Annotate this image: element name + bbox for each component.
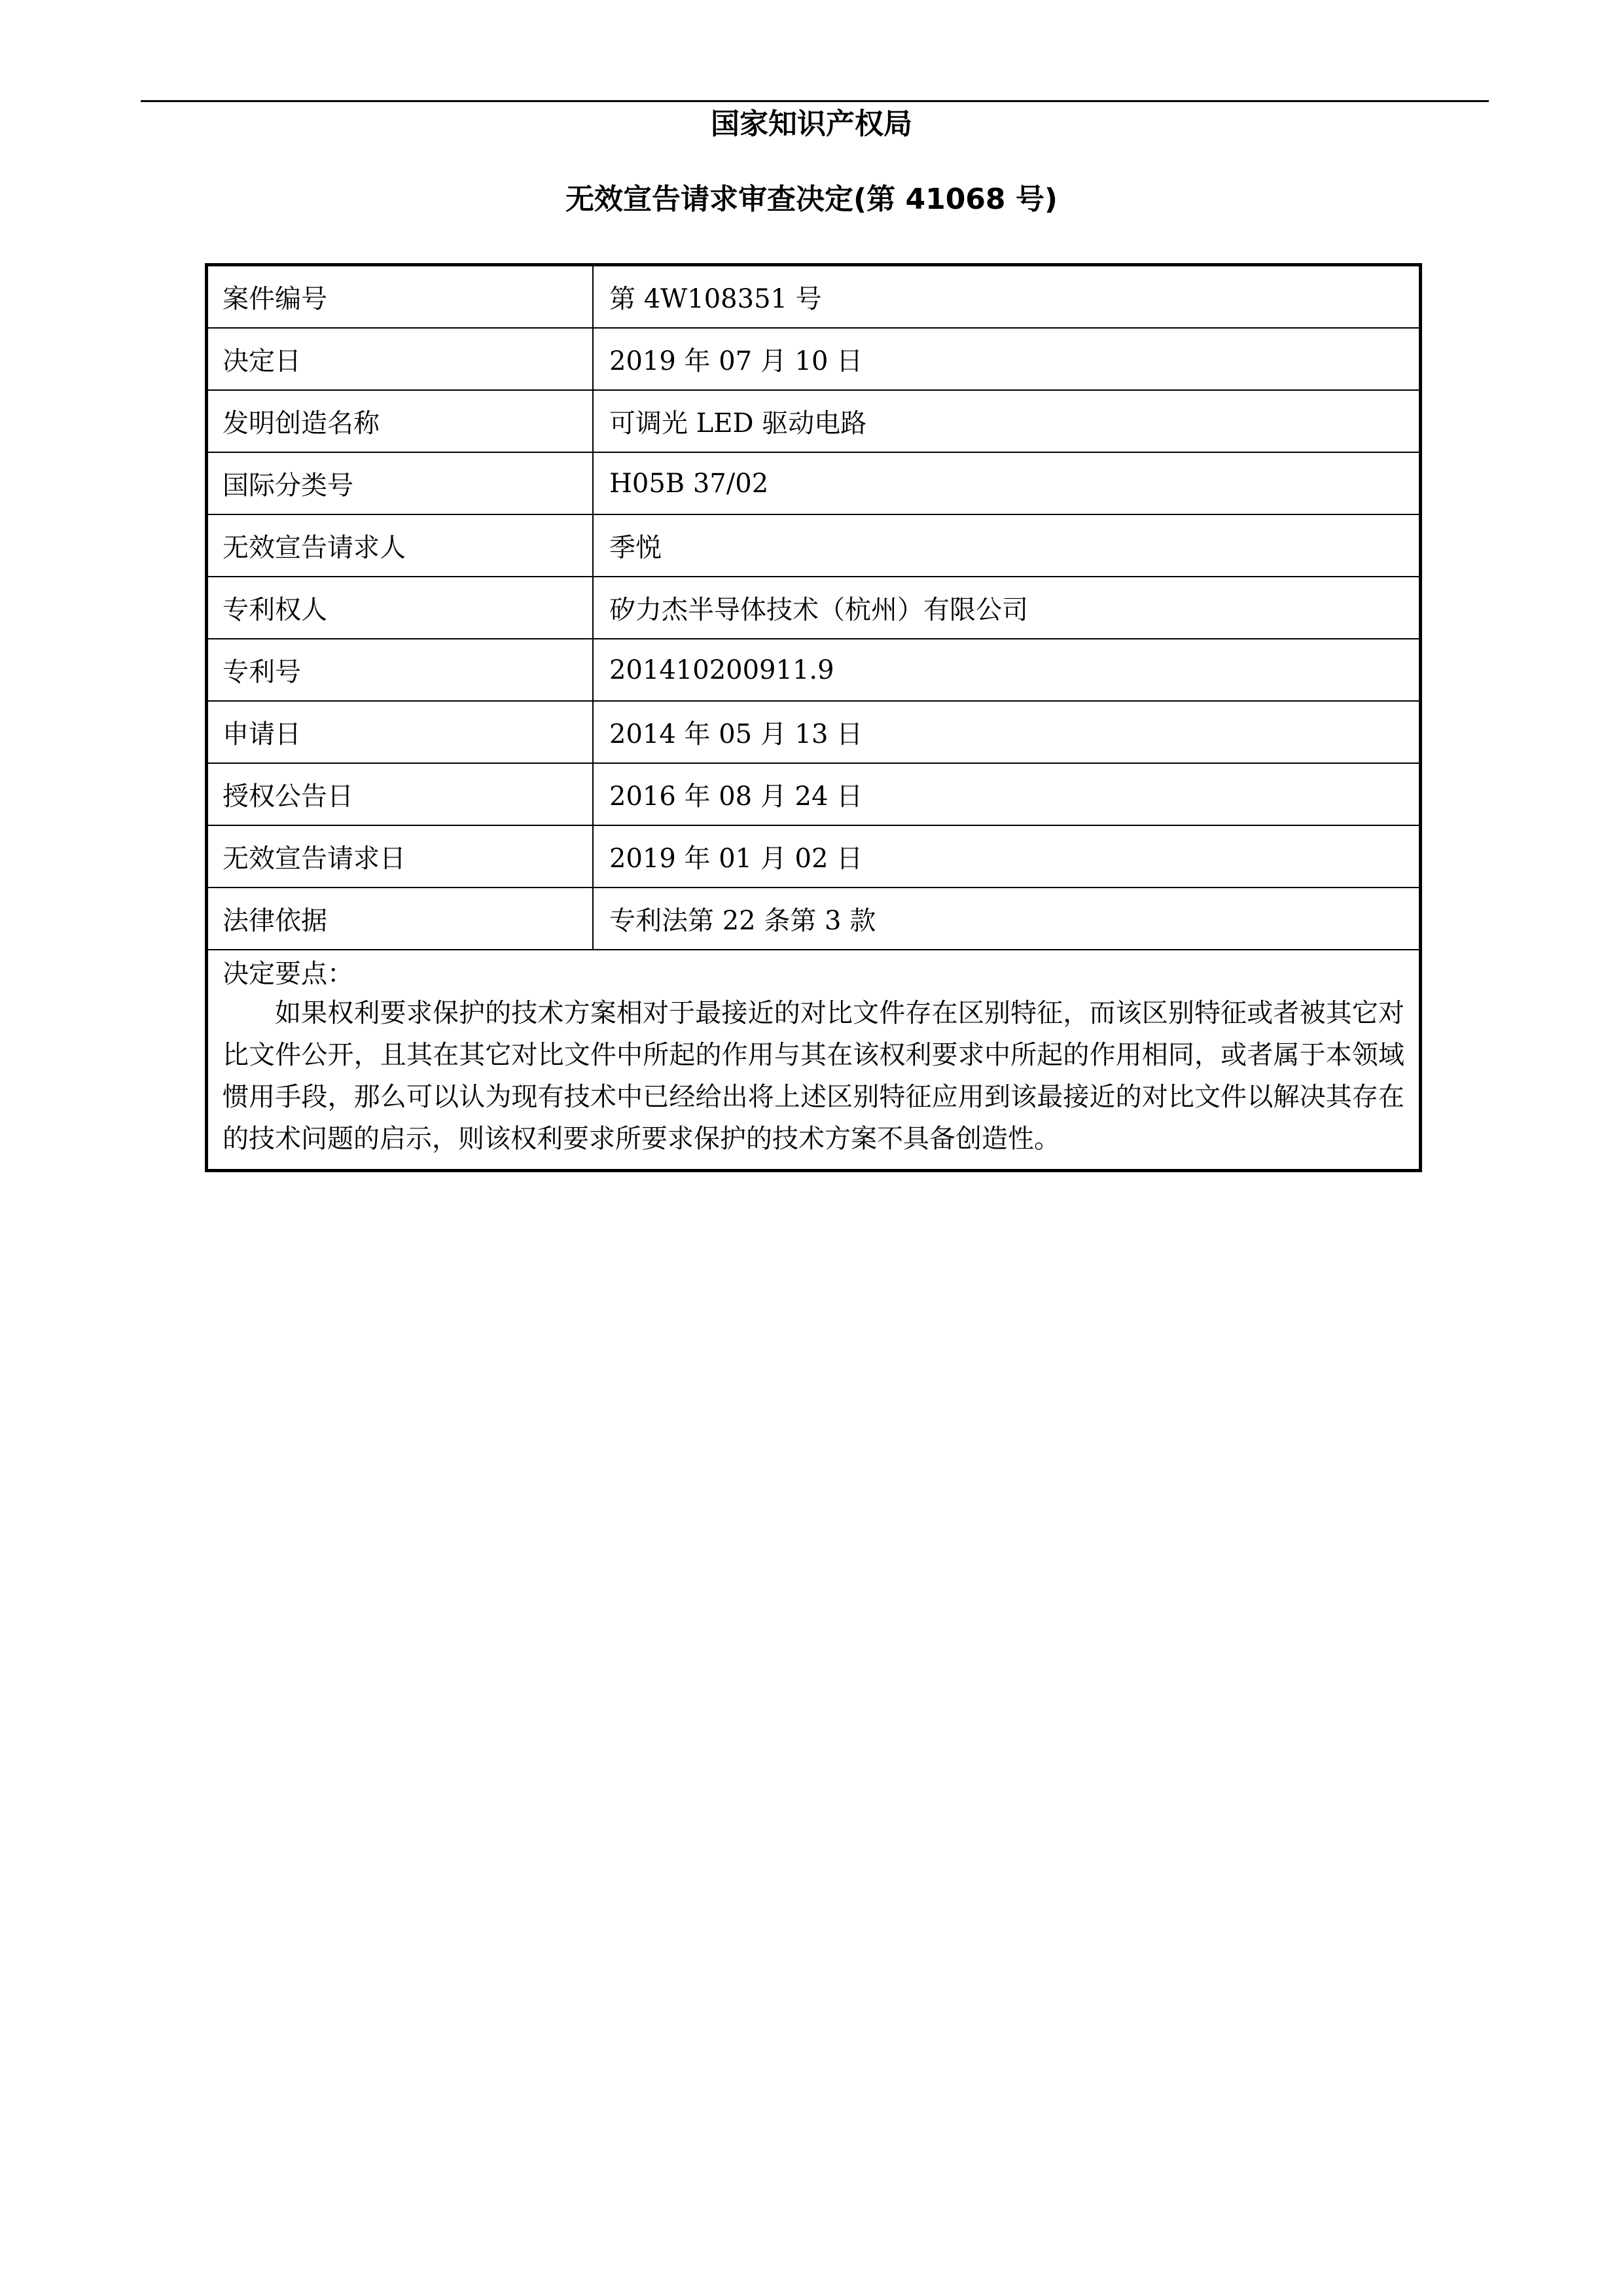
row-label: 无效宣告请求日 xyxy=(208,826,594,887)
row-label: 决定日 xyxy=(208,329,594,389)
table-row xyxy=(208,888,1419,950)
case-info-table xyxy=(205,263,1422,1172)
header-rule xyxy=(141,100,1489,102)
row-value: 2016 年 08 月 24 日 xyxy=(609,781,863,812)
table-row xyxy=(208,702,1419,764)
row-label: 专利号 xyxy=(208,639,594,700)
row-value: H05B 37/02 xyxy=(609,468,769,499)
row-value: 2019 年 07 月 10 日 xyxy=(609,346,863,376)
row-value: 专利法第 22 条第 3 款 xyxy=(609,906,876,936)
decision-points xyxy=(208,950,1419,1169)
row-value: 矽力杰半导体技术（杭州）有限公司 xyxy=(609,595,1028,625)
row-label: 法律依据 xyxy=(208,888,594,949)
table-row xyxy=(208,391,1419,453)
row-label: 发明创造名称 xyxy=(208,391,594,452)
row-value: 可调光 LED 驱动电路 xyxy=(609,408,867,439)
organization-name: 国家知识产权局 xyxy=(711,107,912,141)
row-value: 季悦 xyxy=(609,533,662,563)
table-row xyxy=(208,639,1419,702)
row-value: 第 4W108351 号 xyxy=(609,284,822,314)
row-label: 专利权人 xyxy=(208,577,594,638)
table-row xyxy=(208,577,1419,639)
row-label: 案件编号 xyxy=(208,266,594,327)
row-label: 无效宣告请求人 xyxy=(208,515,594,576)
table-row xyxy=(208,329,1419,391)
decision-points-heading: 决定要点： xyxy=(223,959,353,989)
table-row xyxy=(208,826,1419,888)
row-label: 授权公告日 xyxy=(208,764,594,825)
table-row xyxy=(208,453,1419,515)
table-row xyxy=(208,515,1419,577)
table-row xyxy=(208,764,1419,826)
row-label: 国际分类号 xyxy=(208,453,594,514)
row-value: 2014 年 05 月 13 日 xyxy=(609,719,863,749)
row-label: 申请日 xyxy=(208,702,594,762)
row-value: 2019 年 01 月 02 日 xyxy=(609,844,863,874)
row-value: 201410200911.9 xyxy=(609,655,834,685)
decision-points-body: 如果权利要求保护的技术方案相对于最接近的对比文件存在区别特征，而该区别特征或者被其它对比文件公开，且其在其它对比文件中所起的作用与其在该权利要求中所起的作用相同，或者属于本领域惯用手段，那么可以认为现有技术中已经给出将上述区别特征应用到该最接近的对比文件以解决其存在的技术问题的启示，则该权利要求所要求保护的技术方案不具备创造性。 xyxy=(223,998,1404,1154)
table-row xyxy=(208,266,1419,329)
document-title: 无效宣告请求审查决定(第 41068 号) xyxy=(565,183,1058,216)
